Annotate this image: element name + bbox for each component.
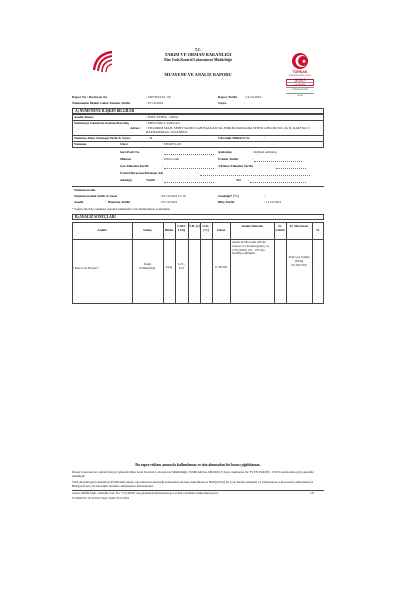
sicaklik-label: Sıcaklığı* (°C) xyxy=(218,194,240,198)
header-ministry: TARIM VE ORMAN BAKANLIĞI xyxy=(164,52,232,57)
uretim-label: Üretim Tarihi xyxy=(218,157,238,161)
meta-line-2: 14.10.2024 xyxy=(286,83,314,88)
received-label: Numunenin İlişkin Gelen Yazının Tarihi xyxy=(72,101,130,105)
turkak-logo-icon xyxy=(290,52,310,70)
report-sheet xyxy=(60,34,336,504)
meta-line-1: AB-0045-T xyxy=(286,78,314,83)
kabul-value: : 07.10.2024 15:10 xyxy=(160,194,186,198)
header-lab: Rize Gıda Kontrol Laboratuvar Müdürlüğü xyxy=(164,58,232,62)
analiz-label: Analiz xyxy=(74,200,84,204)
col-analiz: Analiz xyxy=(97,228,107,232)
row-mevzuat: TGK Çay Tebliği (Tebliğ No:2015/30) xyxy=(288,255,310,267)
address-label: Adresi xyxy=(130,126,140,130)
uretim-value: : xyxy=(252,157,253,161)
security-label: Güvenlik Mühürü No xyxy=(218,136,250,140)
alindigi-tarih-label: Tarihi xyxy=(146,178,155,182)
received-value: : 07.10.2024 xyxy=(146,101,164,105)
sayi-label: Sayısı xyxy=(218,101,227,105)
col-limit: D. Limiti xyxy=(275,224,285,232)
address-value: : YILDIRIM MAH. ŞEHİT SADULLAH BALKAN SK. BİRLİK PARKADA SİTESİ A BLOK NO: 2A İÇ KAPI NO: 5 BAYRAMPAŞA / İSTANBUL xyxy=(146,126,311,134)
meta-line-4: 10/20 xyxy=(297,93,303,97)
cinsi-value: : SİYAH ÇAY xyxy=(162,142,182,146)
bitis-value: : 11.10.2024 xyxy=(264,200,281,204)
seri-label: Seri-Parti No xyxy=(120,150,140,154)
seal-label: Numune Alma Tutanağı Tarih & Sayısı xyxy=(74,136,131,140)
row-d: - xyxy=(317,266,319,270)
ttt-label: T.Etiket Tüketim Tarihi xyxy=(218,164,253,168)
col-mevzuat: D. Mevzuatı xyxy=(290,224,308,228)
disclaimer: Bu rapor reklam amacıyla kullanılamaz ve izin alınmadan bir kısmı çoğaltılamaz. xyxy=(135,463,261,467)
report-no-label: Rapor No / Revizyon No xyxy=(72,95,108,99)
col-lod: LOD/ LOQ xyxy=(177,224,186,232)
yer-value: : xyxy=(248,178,249,182)
purpose-value: : ÖZEL İSTEK - GIDA xyxy=(146,115,179,119)
row-sonuc-1: Tespit xyxy=(143,262,152,266)
miktar-label: Miktarı xyxy=(120,157,132,161)
accreditation-meta xyxy=(286,78,314,98)
alindigi-tarih-value: : xyxy=(162,178,163,182)
baslama-value: : 07.10.2024 xyxy=(160,200,178,204)
row-sonuc-2: Edilmemiştir xyxy=(139,266,156,270)
baslama-label: Başlama Tarihi xyxy=(108,200,131,204)
sample-label: Numune xyxy=(74,142,87,146)
miktar-value: : 1000 Gram xyxy=(162,157,180,161)
report-date-value: : 14.10.2024 xyxy=(244,95,262,99)
uretici-value: : xyxy=(198,171,199,175)
turkak-label: TÜRKAK xyxy=(292,70,308,74)
yer-label: Yer xyxy=(236,178,242,182)
alindigi-label: Alındığı xyxy=(120,178,132,182)
sender-value: : ERTUĞRUL TOPLAN xyxy=(146,121,180,125)
ilac-paragraph: Türk Akreditasyon Kurumu (TÜRKAK) deney raporlarının tanınırlığı konusunda Avrupa Akreditasyon Birliği (EA) ile Çok Taraflı Anlaşma ve Uluslararası Laboratuvar Akreditasyon Birliği (ILAC) ile karşılıklı tanınma anlaşmasını imzalamıştır. xyxy=(72,480,314,488)
col-sonuc: Sonuç xyxy=(143,228,152,232)
seal-value: : - & xyxy=(146,136,153,140)
row-cihaz: LC-MS/MS xyxy=(214,266,228,269)
section-b-title: B) ANALİZ SONUÇLARI xyxy=(72,214,324,220)
stt-value: : xyxy=(162,164,163,168)
purpose-label: Analiz Amacı xyxy=(74,115,94,119)
col-cihaz: Cihaz xyxy=(216,228,226,232)
col-gk: G.K. (%) xyxy=(202,224,210,232)
row-metod: Ajeme ile Mevcuttü, MT-02 Journal of Chromatograph y A, 1133 (2006) 170 - 178' den modifiye edilmiştir. xyxy=(232,240,270,256)
cold-chain-note: * Soğuk zincirde taşınması gereken numuneler için doldurulması zorunludur. xyxy=(72,207,171,211)
row-analiz: • Rize Çolo Böçeki * xyxy=(73,266,100,270)
bitis-label: Bitiş Tarihi xyxy=(218,200,235,204)
ttt-value: : xyxy=(274,164,275,168)
row-loq: 0,15 xyxy=(178,266,185,270)
sender-label: Numuneyi Gönderen Kurum/Kuruluş xyxy=(74,121,129,125)
security-value: : xyxy=(264,136,265,140)
sayi-value: : xyxy=(244,101,245,105)
cinsi-label: Cinsi xyxy=(120,142,128,146)
meta-line-3: GTB70705AY06 xyxy=(286,88,314,93)
turkak-standard: TS EN ISO/IEC 17025 xyxy=(288,74,312,78)
report-title: MUAYENE VE ANALİZ RAPORU xyxy=(164,72,232,77)
row-gk: - xyxy=(205,266,207,270)
kod-label: Numune Kodu xyxy=(74,188,96,192)
stt-label: Son Tüketim Tarihi xyxy=(120,164,149,168)
col-metod: Analiz Metodu xyxy=(241,224,263,228)
header-tc: T.C. xyxy=(194,48,202,52)
ambalaj-value: : Orijinal Ambalaj xyxy=(252,150,277,154)
row-birim: mg/kg xyxy=(165,266,173,269)
turkak-code: AB-0045-T xyxy=(286,79,314,85)
col-birim: Birim xyxy=(164,228,174,232)
row-ob: - xyxy=(193,266,195,270)
section-a-title: A) NUMUNEYE İLİŞKİN BİLGİLER xyxy=(72,108,324,114)
ambalaj-label: Ambalajı xyxy=(218,150,232,154)
seri-value: : xyxy=(162,150,163,154)
col-ob: Ö.B. (±) xyxy=(188,224,200,228)
accreditation-paragraph: Deney laboratuvarı olarak faaliyet gösteren Rize Gıda Kontrol Laboratuvar Müdürlüğü, TÜRKAK'tan AB-0945-T dosya numarası ile TS EN ISO/IEC 17025 standardına göre akredite edilmiştir. xyxy=(72,470,314,478)
kabul-label: Numune Kabul Tarih & Saati xyxy=(74,194,117,198)
report-no-value: : 2467301010 / 00 xyxy=(146,95,171,99)
sicaklik-value: : xyxy=(264,194,265,198)
report-date-label: Rapor Tarihi xyxy=(218,95,237,99)
page-number: 1/9 xyxy=(310,491,315,495)
footer-address: Adres: Müftü Mah. Gümrük Cad. No: 77/A RİZE rize.gidalab@tarimorman.gov.tr http://gidalab.tarimorman.gov.tr xyxy=(72,491,219,495)
row-lod: 0,15 - xyxy=(177,262,186,266)
col-d: D. xyxy=(316,228,320,232)
form-code: F.14.PR10.01 05.12.2023 Yayın Tarihi: 09.12.2016 xyxy=(72,497,130,500)
uretici-label: Üretici/İhracatçı/İthalatçı Adı xyxy=(120,171,164,175)
